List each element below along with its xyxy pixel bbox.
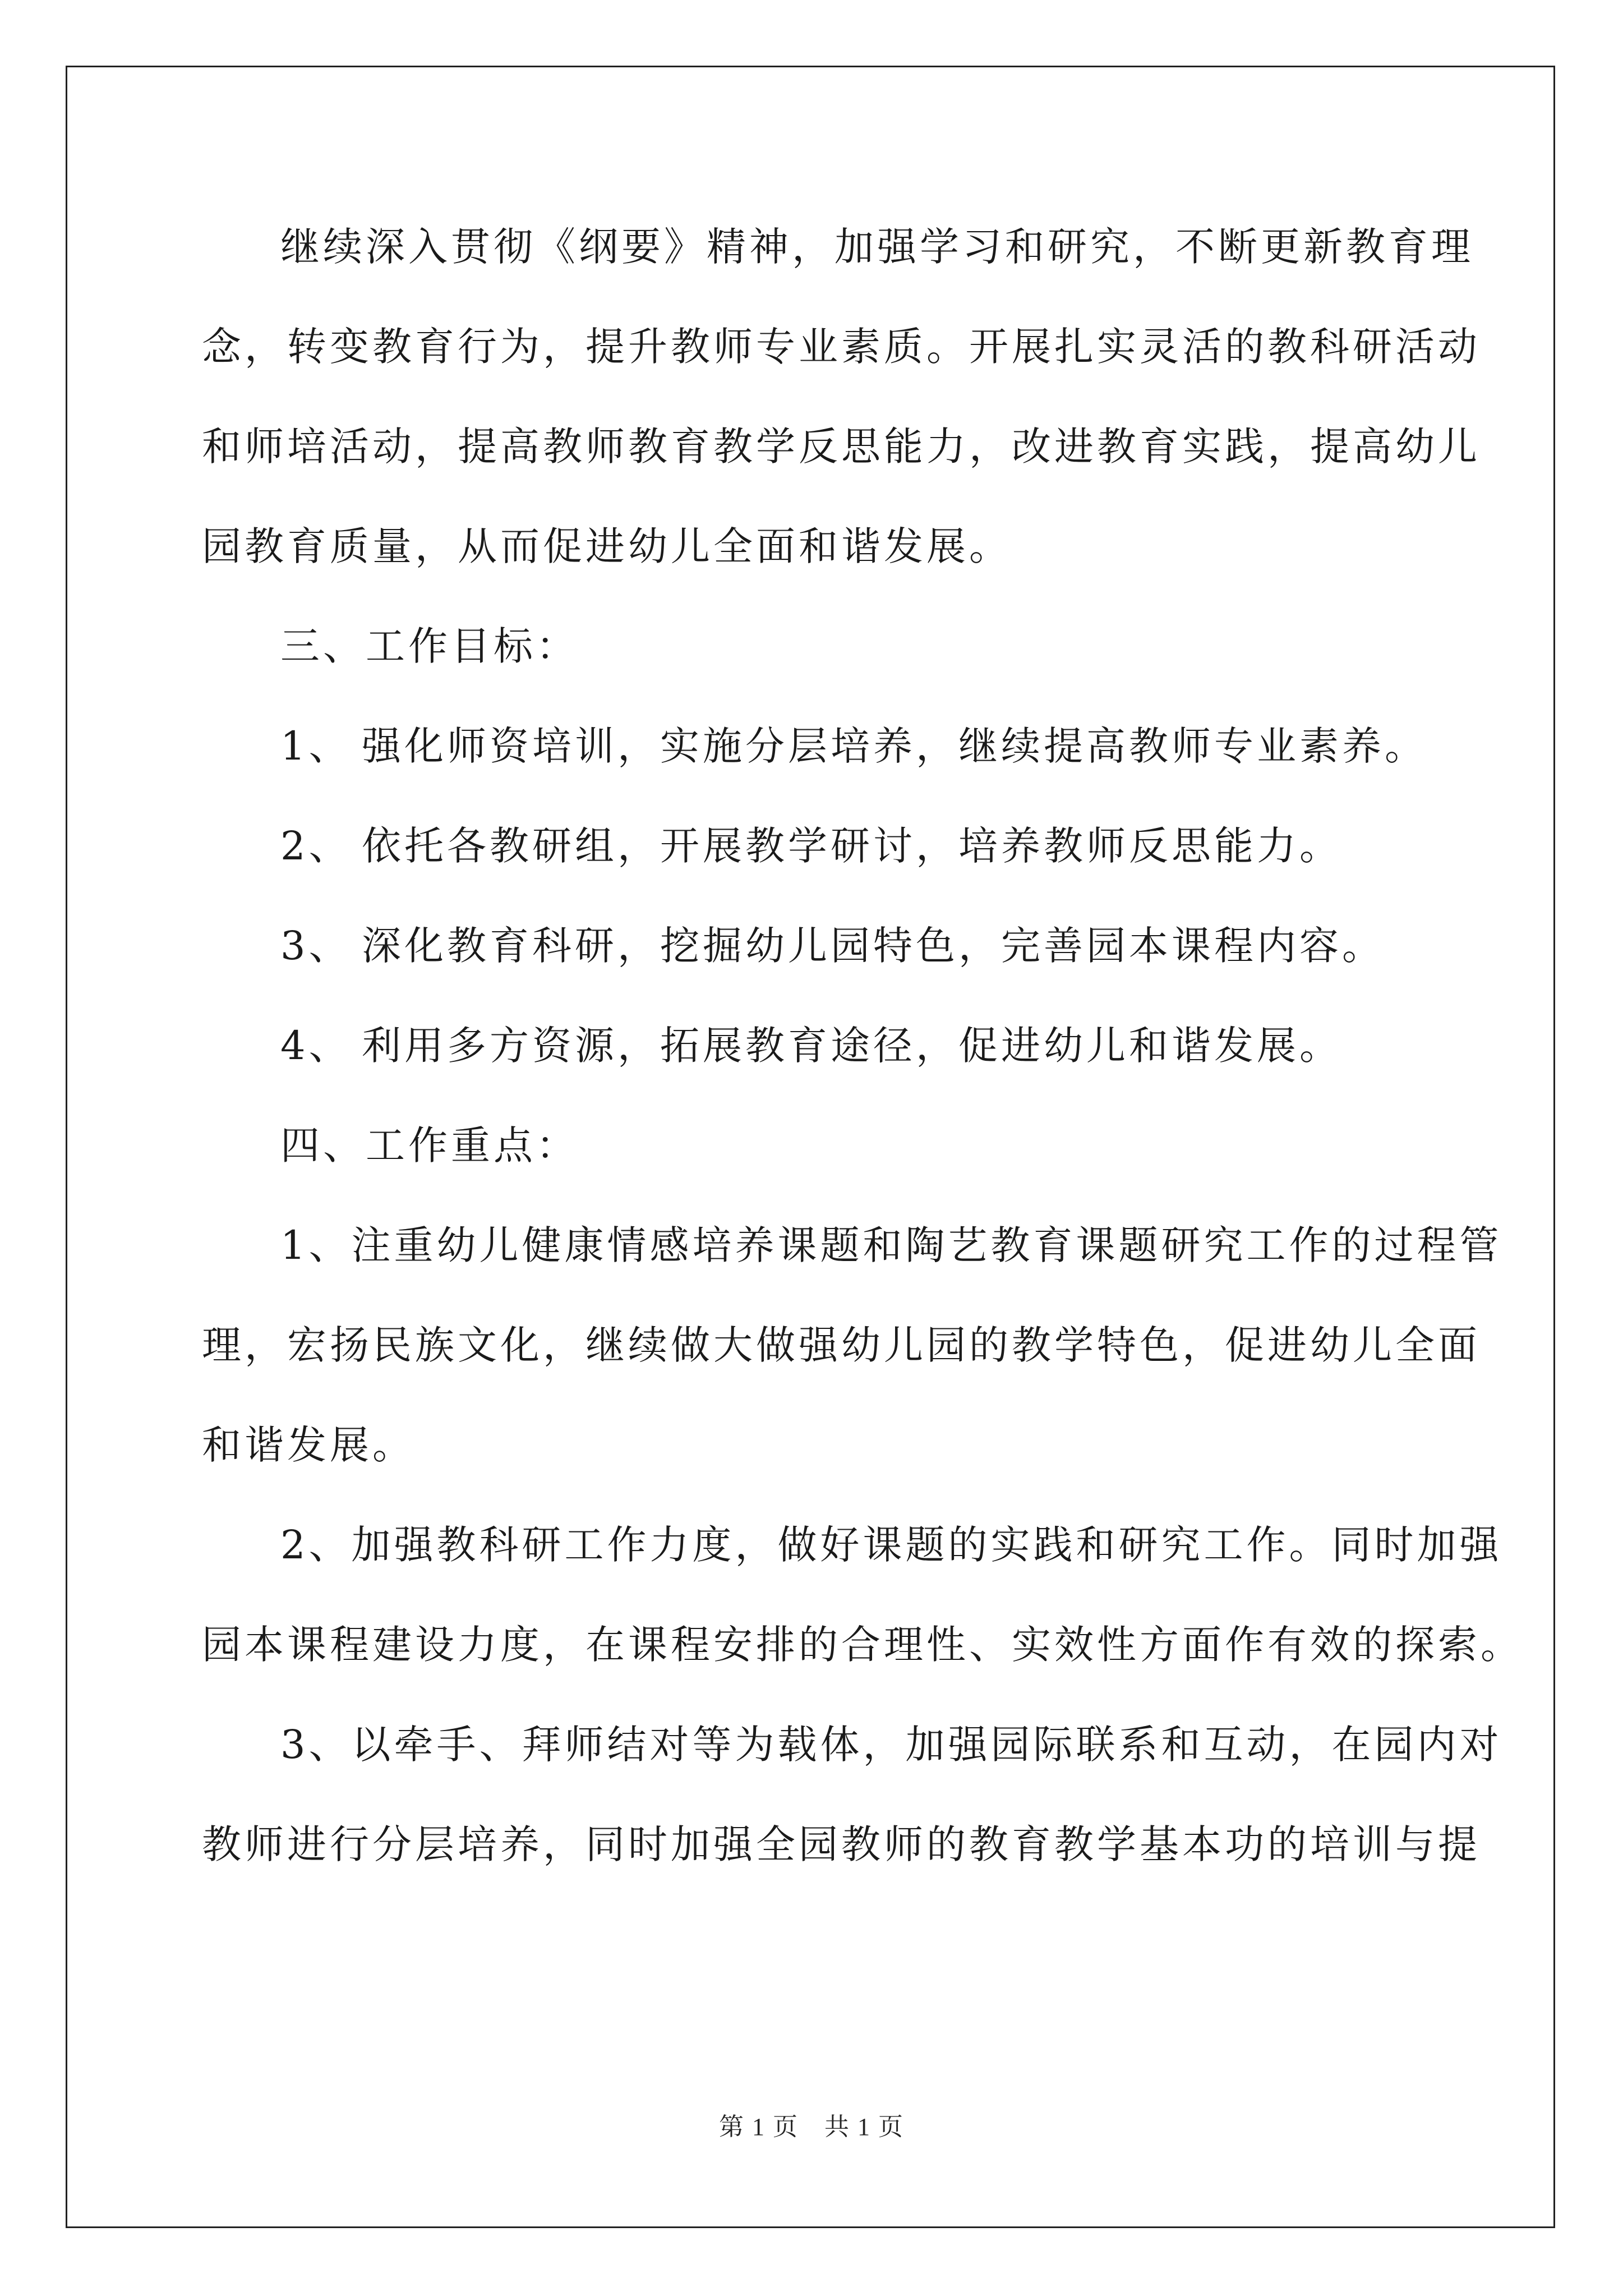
paragraph-line: 1、注重幼儿健康情感培养课题和陶艺教育课题研究工作的过程管 xyxy=(280,1222,1502,1268)
goal-text: 利用多方资源，拓展教育途径，促进幼儿和谐发展。 xyxy=(362,1023,1342,1069)
document-body xyxy=(202,219,1523,1916)
paragraph-line: 和谐发展。 xyxy=(202,1422,415,1468)
goal-item xyxy=(202,1018,1436,1074)
paragraph-line: 3、以牵手、拜师结对等为载体，加强园际联系和互动，在园内对 xyxy=(280,1722,1502,1768)
paragraph-line: 和师培活动，提高教师教育教学反思能力，改进教育实践，提高幼儿 xyxy=(202,424,1481,470)
goal-number: 1、 xyxy=(280,723,352,769)
goal-text: 依托各教研组，开展教学研讨，培养教师反思能力。 xyxy=(362,823,1342,869)
section-heading: 四、工作重点： xyxy=(280,1122,579,1168)
section-heading: 三、工作目标： xyxy=(280,623,579,669)
goal-text: 深化教育科研，挖掘幼儿园特色，完善园本课程内容。 xyxy=(362,923,1385,969)
goal-item xyxy=(202,718,1436,774)
goal-item xyxy=(202,818,1436,874)
goal-item xyxy=(202,918,1436,974)
goal-number: 4、 xyxy=(280,1023,352,1069)
paragraph-line: 园教育质量，从而促进幼儿全面和谐发展。 xyxy=(202,523,1012,569)
paragraph-line: 园本课程建设力度，在课程安排的合理性、实效性方面作有效的探索。 xyxy=(202,1622,1523,1668)
goal-number: 2、 xyxy=(280,823,352,869)
goal-text: 强化师资培训，实施分层培养，继续提高教师专业素养。 xyxy=(362,723,1427,769)
paragraph-line: 2、加强教科研工作力度，做好课题的实践和研究工作。同时加强 xyxy=(280,1522,1502,1568)
paragraph-line: 理，宏扬民族文化，继续做大做强幼儿园的教学特色，促进幼儿全面 xyxy=(202,1322,1481,1368)
goal-number: 3、 xyxy=(280,923,352,969)
page-footer: 第 1 页 共 1 页 xyxy=(719,2113,904,2141)
paragraph-line: 念，转变教育行为，提升教师专业素质。开展扎实灵活的教科研活动 xyxy=(202,324,1481,370)
paragraph-line: 继续深入贯彻《纲要》精神，加强学习和研究，不断更新教育理 xyxy=(280,224,1474,270)
paragraph-line: 教师进行分层培养，同时加强全园教师的教育教学基本功的培训与提 xyxy=(202,1821,1481,1867)
